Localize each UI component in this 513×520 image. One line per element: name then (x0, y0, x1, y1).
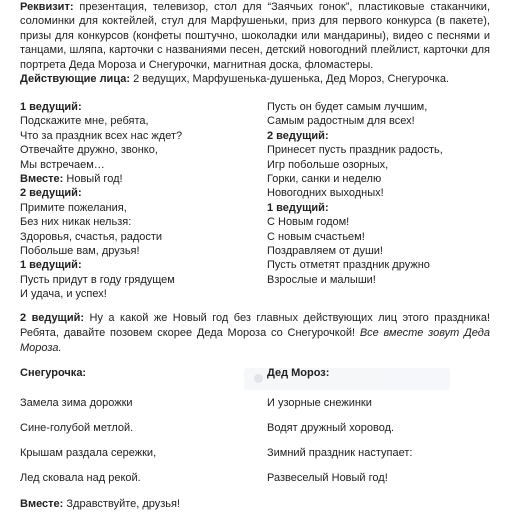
song-left-line: Лед сковала над рекой. (20, 472, 141, 484)
dialog-text: Новогодних выходных! (267, 187, 384, 200)
dialog-text: С новым счастьем! (267, 230, 365, 243)
dialog-speaker-line (20, 100, 260, 114)
intro-text: Ну а какой же Новый год без главных действующих лиц этого праздника! Ребята, давайте позовем скорее Деда Мороза со Снегурочкой! (20, 312, 490, 339)
dialog-line (20, 158, 260, 172)
dialog-text: Подскажите мне, ребята, (20, 115, 149, 128)
dialog-line (20, 215, 260, 229)
dialog-text: Мы встречаем… (20, 158, 105, 171)
dialog-line (20, 230, 260, 244)
dialog-text: Отвечайте дружно, звонко, (20, 144, 158, 157)
dialog-right-column (267, 100, 507, 287)
song-right-line: Зимний праздник наступает: (267, 447, 413, 459)
dialog-text: Новый год! (66, 172, 123, 185)
speaker-label: 1 ведущий: (267, 201, 329, 214)
dialog-line (267, 230, 507, 244)
speaker-label: 2 ведущий: (20, 187, 82, 200)
song-left-line: Сине-голубой метлой. (20, 422, 134, 434)
speaker-label: 1 ведущий: (20, 101, 82, 113)
dialog-text: Примите пожелания, (20, 201, 127, 214)
final-line (20, 498, 180, 510)
dialog-text: Пусть он будет самым лучшим, (267, 101, 428, 113)
dialog-line (20, 143, 260, 157)
dialog-line (20, 273, 260, 287)
requisites-paragraph (20, 0, 490, 72)
characters-text: 2 ведущих, Марфушенька-душенька, Дед Мороз, Снегурочка. (133, 73, 449, 86)
song-right-line: И узорные снежинки (267, 397, 372, 409)
dialog-line (267, 100, 507, 114)
intro-stage-direction: Все вместе зовут Деда Мороза. (20, 327, 490, 354)
dialog-line (20, 244, 260, 258)
dialog-line (267, 172, 507, 186)
intro-paragraph (20, 311, 490, 356)
song-right-line: Водят дружный хоровод. (267, 422, 395, 434)
dialog-line (20, 114, 260, 128)
speaker-label: Вместе: (20, 172, 64, 185)
final-speaker: Вместе: (20, 498, 64, 510)
dialog-left-column (20, 100, 260, 301)
dialog-text: Взрослые и малыши! (267, 273, 376, 286)
dialog-line (267, 186, 507, 200)
dialog-text: И удача, и успех! (20, 288, 107, 301)
dialog-line (267, 158, 507, 172)
dialog-text: Пусть придут в году грядущем (20, 273, 175, 286)
dialog-text: Что за праздник всех нас ждет? (20, 129, 183, 142)
ded-moroz-header: Дед Мороз: (267, 367, 330, 379)
song-left-line: Замела зима дорожки (20, 397, 133, 409)
dialog-text: Самым радостным для всех! (267, 115, 415, 128)
characters-paragraph (20, 72, 490, 86)
dialog-speaker-line (267, 201, 507, 215)
song-left-line: Крышам раздала сережки, (20, 447, 157, 459)
characters-label: Действующие лица: (20, 73, 130, 86)
dialog-line (267, 273, 507, 287)
dialog-speaker-line (20, 172, 260, 186)
dialog-text: Без них никак нельзя: (20, 216, 132, 229)
intro-speaker: 2 ведущий: (20, 312, 85, 324)
document-body (20, 0, 490, 510)
dialog-line (267, 114, 507, 128)
dialog-line (267, 215, 507, 229)
requisites-label: Реквизит: (20, 1, 74, 13)
dialog-text: Здоровья, счастья, радости (20, 230, 163, 243)
faded-dot-icon (254, 374, 263, 383)
dialog-line (267, 258, 507, 272)
final-text: Здравствуйте, друзья! (66, 498, 181, 510)
requisites-text: презентация, телевизор, стол для “Заячьих гонок”, пластиковые стаканчики, соломинки для коктейлей, стул для Марфушеньки, приз для первого конкурса (в пакете), призы для конкурсов (конфеты поштучно, шоколадки или мандарины), видео с песнями и танцами, шляпа, карточки с названиями песен, детский новогодний плейлист, карточки для портрета Деда Мороза и Снегурочки, магнитная доска, фломастеры. (20, 1, 490, 71)
snegurochka-header: Снегурочка: (20, 367, 87, 379)
dialog-speaker-line (20, 258, 260, 272)
dialog-line (20, 201, 260, 215)
dialog-text: С Новым годом! (267, 216, 350, 229)
song-right-line: Развеселый Новый год! (267, 472, 388, 484)
dialog-line (20, 287, 260, 301)
dialog-line (20, 129, 260, 143)
dialog-text: Пусть отметят праздник дружно (267, 259, 430, 272)
dialog-speaker-line (20, 186, 260, 200)
speaker-label: 2 ведущий: (267, 129, 329, 142)
dialog-text: Горки, санки и неделю (267, 172, 382, 185)
dialog-text: Принесет пусть праздник радость, (267, 144, 443, 157)
dialog-line (267, 143, 507, 157)
dialog-text: Поздравляем от души! (267, 244, 383, 257)
dialog-line (267, 244, 507, 258)
speaker-label: 1 ведущий: (20, 259, 82, 272)
dialog-text: Побольше вам, друзья! (20, 244, 140, 257)
dialog-text: Игр побольше озорных, (267, 158, 389, 171)
dialog-speaker-line (267, 129, 507, 143)
